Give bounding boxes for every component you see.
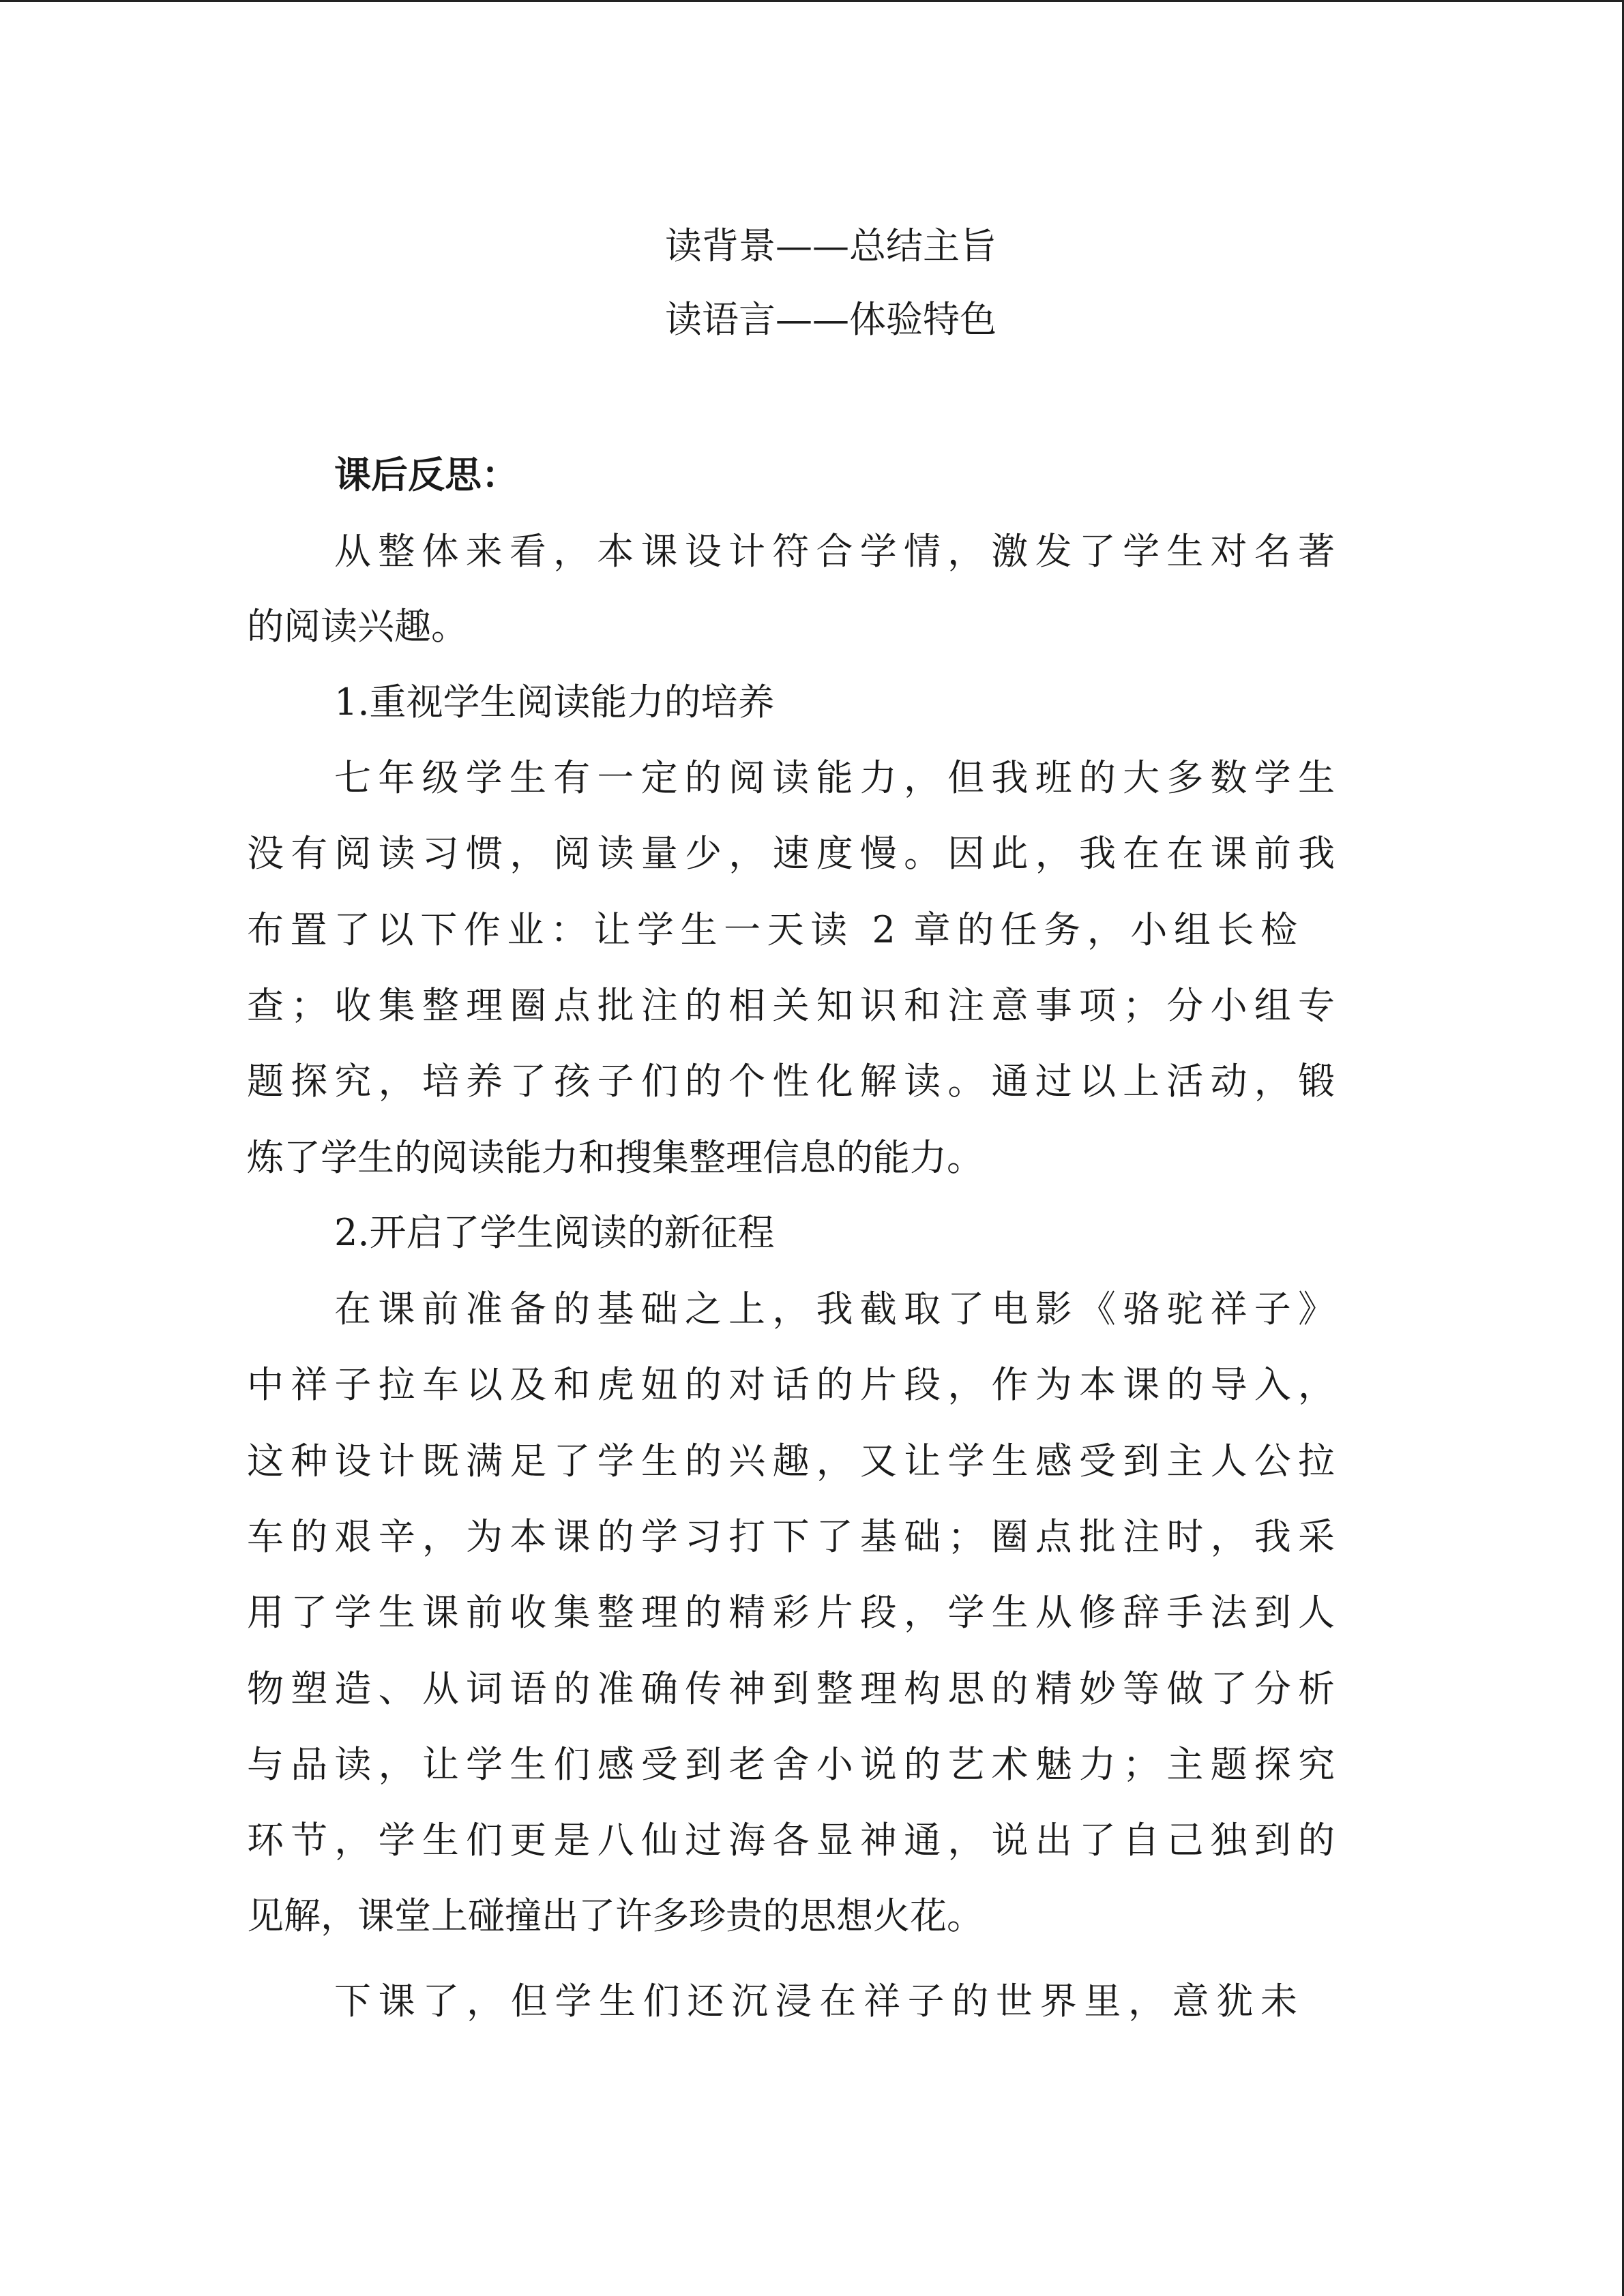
paragraph-line: 车的艰辛，为本课的学习打下了基础；圈点批注时，我采 [247, 1515, 1335, 1558]
paragraph-line: 下课了，但学生们还沉浸在祥子的世界里，意犹未 [334, 1980, 1297, 2023]
paragraph-line: 在课前准备的基础之上，我截取了电影《骆驼祥子》 [334, 1287, 1335, 1330]
paragraph-line: 查；收集整理圈点批注的相关知识和注意事项；分小组专 [247, 984, 1335, 1027]
outline-item-background: 读背景——总结主旨 [665, 224, 996, 267]
paragraph-line: 没有阅读习惯，阅读量少，速度慢。因此，我在在课前我 [247, 832, 1335, 875]
paragraph-line: 物塑造、从词语的准确传神到整理构思的精妙等做了分析 [247, 1667, 1335, 1710]
subheading-new-journey: 2.开启了学生阅读的新征程 [334, 1211, 775, 1254]
paragraph-line: 环节，学生们更是八仙过海各显神通，说出了自己独到的 [247, 1819, 1335, 1862]
paragraph-line: 炼了学生的阅读能力和搜集整理信息的能力。 [247, 1136, 984, 1179]
outline-item-language: 读语言——体验特色 [665, 298, 996, 341]
paragraph-line: 布置了以下作业：让学生一天读 2 章的任务，小组长检 [247, 908, 1297, 951]
paragraph-line: 用了学生课前收集整理的精彩片段，学生从修辞手法到人 [247, 1591, 1335, 1634]
paragraph-line: 的阅读兴趣。 [247, 605, 468, 648]
paragraph-line: 七年级学生有一定的阅读能力，但我班的大多数学生 [334, 756, 1335, 799]
paragraph-line: 与品读，让学生们感受到老舍小说的艺术魅力；主题探究 [247, 1743, 1335, 1786]
paragraph-line: 题探究，培养了孩子们的个性化解读。通过以上活动，锻 [247, 1060, 1335, 1103]
paragraph-line: 中祥子拉车以及和虎妞的对话的片段，作为本课的导入， [247, 1363, 1335, 1406]
paragraph-line: 这种设计既满足了学生的兴趣，又让学生感受到主人公拉 [247, 1440, 1335, 1482]
subheading-reading-ability: 1.重视学生阅读能力的培养 [334, 681, 775, 724]
paragraph-line: 从整体来看，本课设计符合学情，激发了学生对名著 [334, 530, 1335, 573]
section-heading: 课后反思： [334, 453, 518, 496]
paragraph-line: 见解，课堂上碰撞出了许多珍贵的思想火花。 [247, 1894, 984, 1937]
